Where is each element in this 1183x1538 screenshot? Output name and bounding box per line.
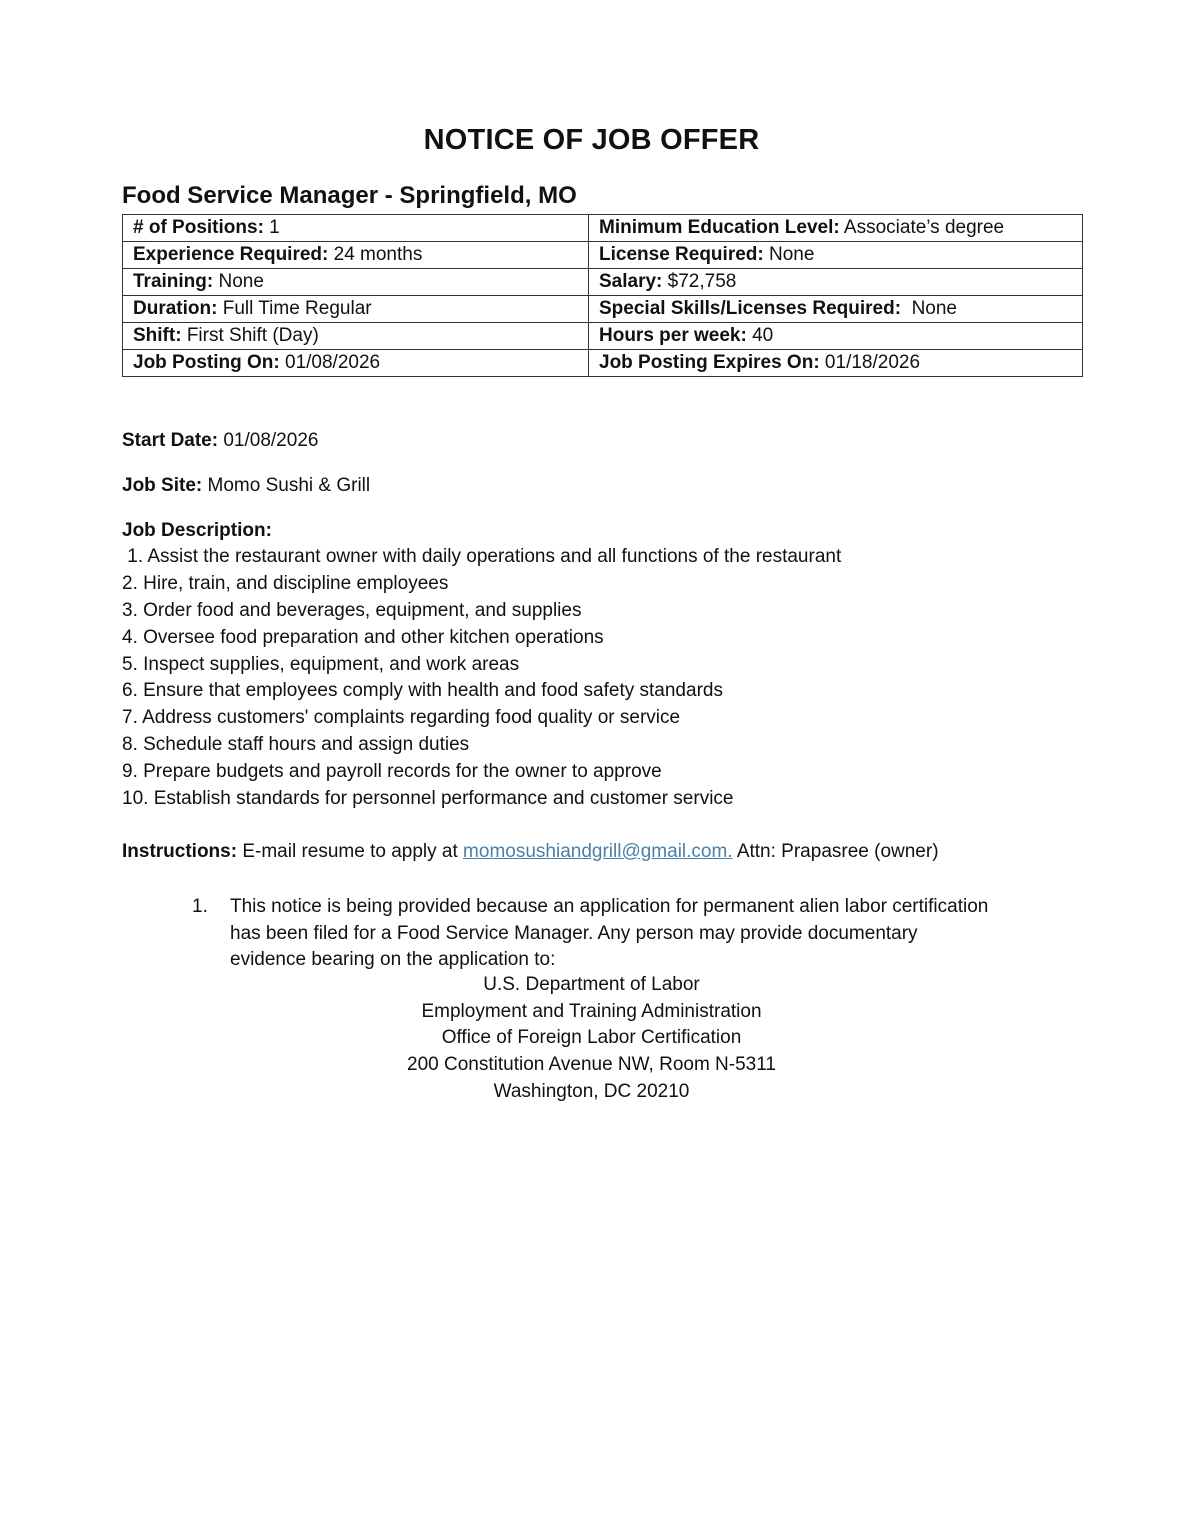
cell-value: 40	[746, 325, 774, 346]
table-cell	[123, 242, 589, 269]
cell-label: Duration:	[133, 298, 218, 319]
email-link[interactable]: momosushiandgrill@gmail.com.	[463, 841, 733, 862]
list-item: 6. Ensure that employees comply with health and food safety standards	[122, 680, 723, 702]
cell-label: Experience Required:	[133, 244, 329, 265]
cell-value: None	[213, 271, 264, 292]
list-item: 3. Order food and beverages, equipment, and supplies	[122, 599, 582, 621]
cell-label: Shift:	[133, 325, 182, 346]
table-cell	[123, 296, 589, 323]
job-description-label: Job Description:	[122, 520, 272, 541]
cell-value: $72,758	[662, 271, 737, 292]
cell-label: License Required:	[599, 244, 764, 265]
table-row	[123, 269, 1083, 296]
table-cell	[123, 269, 589, 296]
address-line: Employment and Training Administration	[421, 1000, 762, 1022]
list-item: 4. Oversee food preparation and other kitchen operations	[122, 626, 604, 648]
cell-value: None	[763, 244, 815, 265]
table-cell	[123, 215, 589, 242]
cell-label: Job Posting On:	[133, 352, 280, 373]
cell-value: None	[901, 298, 957, 319]
cell-value: Full Time Regular	[217, 298, 372, 319]
list-item: 2. Hire, train, and discipline employees	[122, 572, 449, 594]
list-item: 5. Inspect supplies, equipment, and work areas	[122, 653, 520, 675]
address-line: U.S. Department of Labor	[483, 974, 700, 995]
cell-value: 1	[263, 217, 280, 238]
list-item: 1. Assist the restaurant owner with daily operations and all functions of the restaurant	[122, 546, 842, 567]
cell-label: Special Skills/Licenses Required:	[599, 298, 902, 319]
instructions-attn: Attn: Prapasree (owner)	[732, 841, 939, 862]
job-heading: Food Service Manager - Springfield, MO	[122, 182, 577, 209]
document-title: NOTICE OF JOB OFFER	[423, 124, 760, 156]
start-date-value: 01/08/2026	[218, 430, 319, 451]
table-cell	[589, 296, 1083, 323]
cell-value: 01/08/2026	[279, 352, 381, 373]
address-line: Office of Foreign Labor Certification	[441, 1027, 742, 1049]
table-row	[123, 323, 1083, 350]
notice-number: 1.	[192, 896, 208, 917]
job-site-value: Momo Sushi & Grill	[202, 475, 371, 496]
cell-label: Job Posting Expires On:	[599, 352, 820, 373]
cell-value: 01/18/2026	[819, 352, 921, 373]
job-details-table	[122, 214, 1083, 377]
table-row	[123, 215, 1083, 242]
list-item: 8. Schedule staff hours and assign duties	[122, 734, 470, 756]
notice-paragraph	[192, 894, 992, 974]
table-cell	[123, 350, 589, 377]
job-site	[122, 475, 370, 497]
table-cell	[123, 323, 589, 350]
mailing-address	[0, 972, 1183, 1106]
table-row	[123, 350, 1083, 377]
table-row	[123, 296, 1083, 323]
job-site-label: Job Site:	[122, 475, 203, 496]
table-cell	[589, 323, 1083, 350]
cell-label: Hours per week:	[599, 325, 747, 346]
cell-value: 24 months	[328, 244, 423, 265]
address-line: 200 Constitution Avenue NW, Room N-5311	[407, 1054, 776, 1076]
table-cell	[589, 242, 1083, 269]
list-item: 7. Address customers' complaints regarding food quality or service	[122, 707, 681, 729]
instructions	[122, 841, 939, 863]
cell-label: Salary:	[599, 271, 663, 292]
cell-value: Associate’s degree	[839, 217, 1005, 238]
start-date	[122, 430, 318, 452]
job-description-list	[122, 544, 841, 813]
table-cell	[589, 350, 1083, 377]
instructions-label: Instructions:	[122, 841, 238, 862]
table-cell	[589, 269, 1083, 296]
list-item: 9. Prepare budgets and payroll records for the owner to approve	[122, 761, 662, 783]
table-row	[123, 242, 1083, 269]
address-line: Washington, DC 20210	[493, 1080, 690, 1102]
cell-value: First Shift (Day)	[181, 325, 319, 346]
table-cell	[589, 215, 1083, 242]
notice-text: This notice is being provided because an application for permanent alien labor certification has been filed for a Food Service Manager. Any person may provide documentary evidence bearing on the application to:	[230, 896, 989, 970]
cell-label: # of Positions:	[133, 217, 264, 238]
cell-label: Training:	[133, 271, 214, 292]
cell-label: Minimum Education Level:	[599, 217, 840, 238]
start-date-label: Start Date:	[122, 430, 219, 451]
list-item: 10. Establish standards for personnel performance and customer service	[122, 788, 734, 810]
instructions-text: E-mail resume to apply at	[237, 841, 464, 862]
